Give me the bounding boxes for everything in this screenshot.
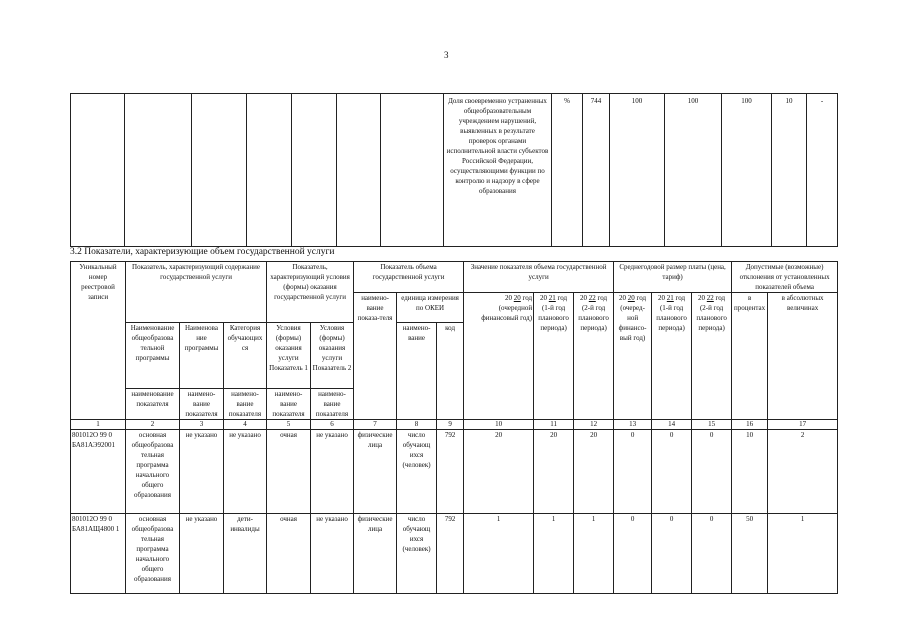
header-price-2022 [692, 293, 732, 420]
header-volume-name: наимено-вание показа-теля [354, 293, 397, 420]
header-content: Показатель, характеризующий содержание государственной услуги [126, 262, 267, 323]
row-form: очная [267, 514, 311, 594]
row-unit: число обучающ ихся (человек) [397, 514, 437, 594]
period-first: (1-й год планового периода) [538, 304, 569, 332]
year-2022: 22 [588, 294, 596, 302]
column-number: 13 [614, 420, 652, 430]
year-prefix: 20 [505, 294, 513, 302]
column-number: 8 [397, 420, 437, 430]
row-p2020: 0 [614, 430, 652, 514]
table-row [71, 94, 838, 247]
header-cond-2: Условия (формы) оказания услуги Показатель 2 [311, 323, 354, 389]
year-2020: 20 [627, 294, 635, 302]
column-number: 15 [692, 420, 732, 430]
value-2022-cell: 100 [722, 94, 772, 247]
row-unit: число обучающ ихся (человек) [397, 430, 437, 514]
header-year-2021 [534, 293, 574, 420]
header-volume: Показатель объема государственной услуги [354, 262, 464, 293]
row-code: 792 [437, 514, 464, 594]
row-v2022: 1 [574, 514, 614, 594]
column-number: 1 [71, 420, 126, 430]
year-suffix: год [522, 294, 533, 302]
okei-code-cell: 744 [583, 94, 610, 247]
row-v2020: 20 [464, 430, 534, 514]
row-name: не указано [180, 430, 224, 514]
column-number: 5 [267, 420, 311, 430]
row-v2021: 1 [534, 514, 574, 594]
header-unit-code: код [437, 323, 464, 420]
year-suffix: год [675, 294, 686, 302]
row-code: 792 [437, 430, 464, 514]
deviation-percent-cell: 10 [772, 94, 807, 247]
indicator-name: Доля своевременно устраненных общеобразовательным учреждением нарушений, выявленных в результате проверок органами исполнительной власти субъектов Российской Федерации, осуществляющими функции по контролю и надзору в сфере образования [444, 94, 552, 247]
header-cond-1: Условия (формы) оказания услуги Показатель 1 [267, 323, 311, 389]
header-dev-absolute: в абсолютных величинах [768, 293, 838, 420]
empty-cell [192, 94, 247, 247]
page-number: 3 [444, 50, 449, 60]
column-number: 2 [126, 420, 180, 430]
column-numbers-row [71, 420, 838, 430]
value-2020-cell: 100 [610, 94, 665, 247]
period-second: (2-й год планового периода) [696, 304, 727, 332]
header-row [71, 262, 838, 293]
header-registry: Уникальный номер реестровой записи [71, 262, 126, 420]
deviation-absolute-cell: - [807, 94, 838, 247]
volume-indicators-table [70, 261, 838, 594]
row-category: не указано [224, 430, 267, 514]
column-number: 6 [311, 420, 354, 430]
row-indicator: физические лица [354, 430, 397, 514]
row-dev-abs: 1 [768, 514, 838, 594]
row-category: дети-инвалиды [224, 514, 267, 594]
unit-cell: % [552, 94, 583, 247]
year-prefix: 20 [698, 294, 706, 302]
row-p2022: 0 [692, 430, 732, 514]
header-volume-values: Значение показателя объема государственной услуги [464, 262, 614, 293]
row-form: очная [267, 430, 311, 514]
header-avg-price: Среднегодовой размер платы (цена, тариф) [614, 262, 732, 293]
column-number: 16 [732, 420, 768, 430]
header-deviations: Допустимые (возможные) отклонения от установленных показателей объема [732, 262, 838, 293]
table-row [71, 514, 838, 594]
header-price-2021 [652, 293, 692, 420]
year-prefix: 20 [540, 294, 548, 302]
quality-indicators-continuation [70, 93, 838, 247]
row-v2021: 20 [534, 430, 574, 514]
year-prefix: 20 [658, 294, 666, 302]
year-2020: 20 [513, 294, 521, 302]
header-year-2022 [574, 293, 614, 420]
year-2022: 22 [706, 294, 714, 302]
sub-name: наимено-вание показателя [224, 389, 267, 420]
row-p2021: 0 [652, 430, 692, 514]
row-name: не указано [180, 514, 224, 594]
period-second: (2-й год планового периода) [578, 304, 609, 332]
year-2021: 21 [548, 294, 556, 302]
row-dev-abs: 2 [768, 430, 838, 514]
table-row [71, 430, 838, 514]
row-program: основная общеобразова тельная программа начального общего образования [126, 514, 180, 594]
year-suffix: год [597, 294, 608, 302]
empty-cell [247, 94, 292, 247]
column-number: 17 [768, 420, 838, 430]
year-suffix: год [715, 294, 726, 302]
row-cond2: не указано [311, 514, 354, 594]
header-price-2020 [614, 293, 652, 420]
row-v2020: 1 [464, 514, 534, 594]
empty-cell [292, 94, 337, 247]
row-indicator: физические лица [354, 514, 397, 594]
empty-cell [337, 94, 381, 247]
year-prefix: 20 [619, 294, 627, 302]
column-number: 4 [224, 420, 267, 430]
value-2021-cell: 100 [665, 94, 722, 247]
row-dev-pct: 50 [732, 514, 768, 594]
row-p2020: 0 [614, 514, 652, 594]
column-number: 12 [574, 420, 614, 430]
column-number: 7 [354, 420, 397, 430]
section-title: 3.2 Показатели, характеризующие объем государственной услуги [70, 247, 335, 257]
row-registry: 801012О 99 0 БА81АЭ92001 [71, 430, 126, 514]
row-program: основная общеобразова тельная программа начального общего образования [126, 430, 180, 514]
header-content-program: Наименование общеобразова тельной программы [126, 323, 180, 389]
column-number: 9 [437, 420, 464, 430]
year-2021: 21 [666, 294, 674, 302]
row-p2021: 0 [652, 514, 692, 594]
year-suffix: год [636, 294, 647, 302]
column-number: 14 [652, 420, 692, 430]
header-content-category: Категория обучающих ся [224, 323, 267, 389]
sub-name: наименование показателя [126, 389, 180, 420]
header-conditions: Показатель, характеризующий условия (формы) оказания государственной услуги [267, 262, 354, 323]
period-current: (очередной финансовый год) [481, 304, 533, 322]
year-prefix: 20 [580, 294, 588, 302]
header-unit-name: наимено-вание [397, 323, 437, 420]
sub-name: наимено-вание показателя [180, 389, 224, 420]
empty-cell [71, 94, 125, 247]
year-suffix: год [557, 294, 568, 302]
row-v2022: 20 [574, 430, 614, 514]
sub-name: наимено-вание показателя [267, 389, 311, 420]
row-registry: 801012О 99 0 БА81АЩ4800 1 [71, 514, 126, 594]
sub-name: наимено-вание показателя [311, 389, 354, 420]
column-number: 11 [534, 420, 574, 430]
header-volume-unit: единица измерения по ОКЕИ [397, 293, 464, 323]
period-current-short: (очеред-ной финансо-вый год) [618, 304, 647, 342]
row-p2022: 0 [692, 514, 732, 594]
empty-cell [381, 94, 444, 247]
header-dev-percent: в процентах [732, 293, 768, 420]
column-number: 3 [180, 420, 224, 430]
period-first: (1-й год планового периода) [656, 304, 687, 332]
header-content-name: Наименова ние программы [180, 323, 224, 389]
row-cond2: не указано [311, 430, 354, 514]
column-number: 10 [464, 420, 534, 430]
header-year-2020 [464, 293, 534, 420]
empty-cell [125, 94, 192, 247]
row-dev-pct: 10 [732, 430, 768, 514]
